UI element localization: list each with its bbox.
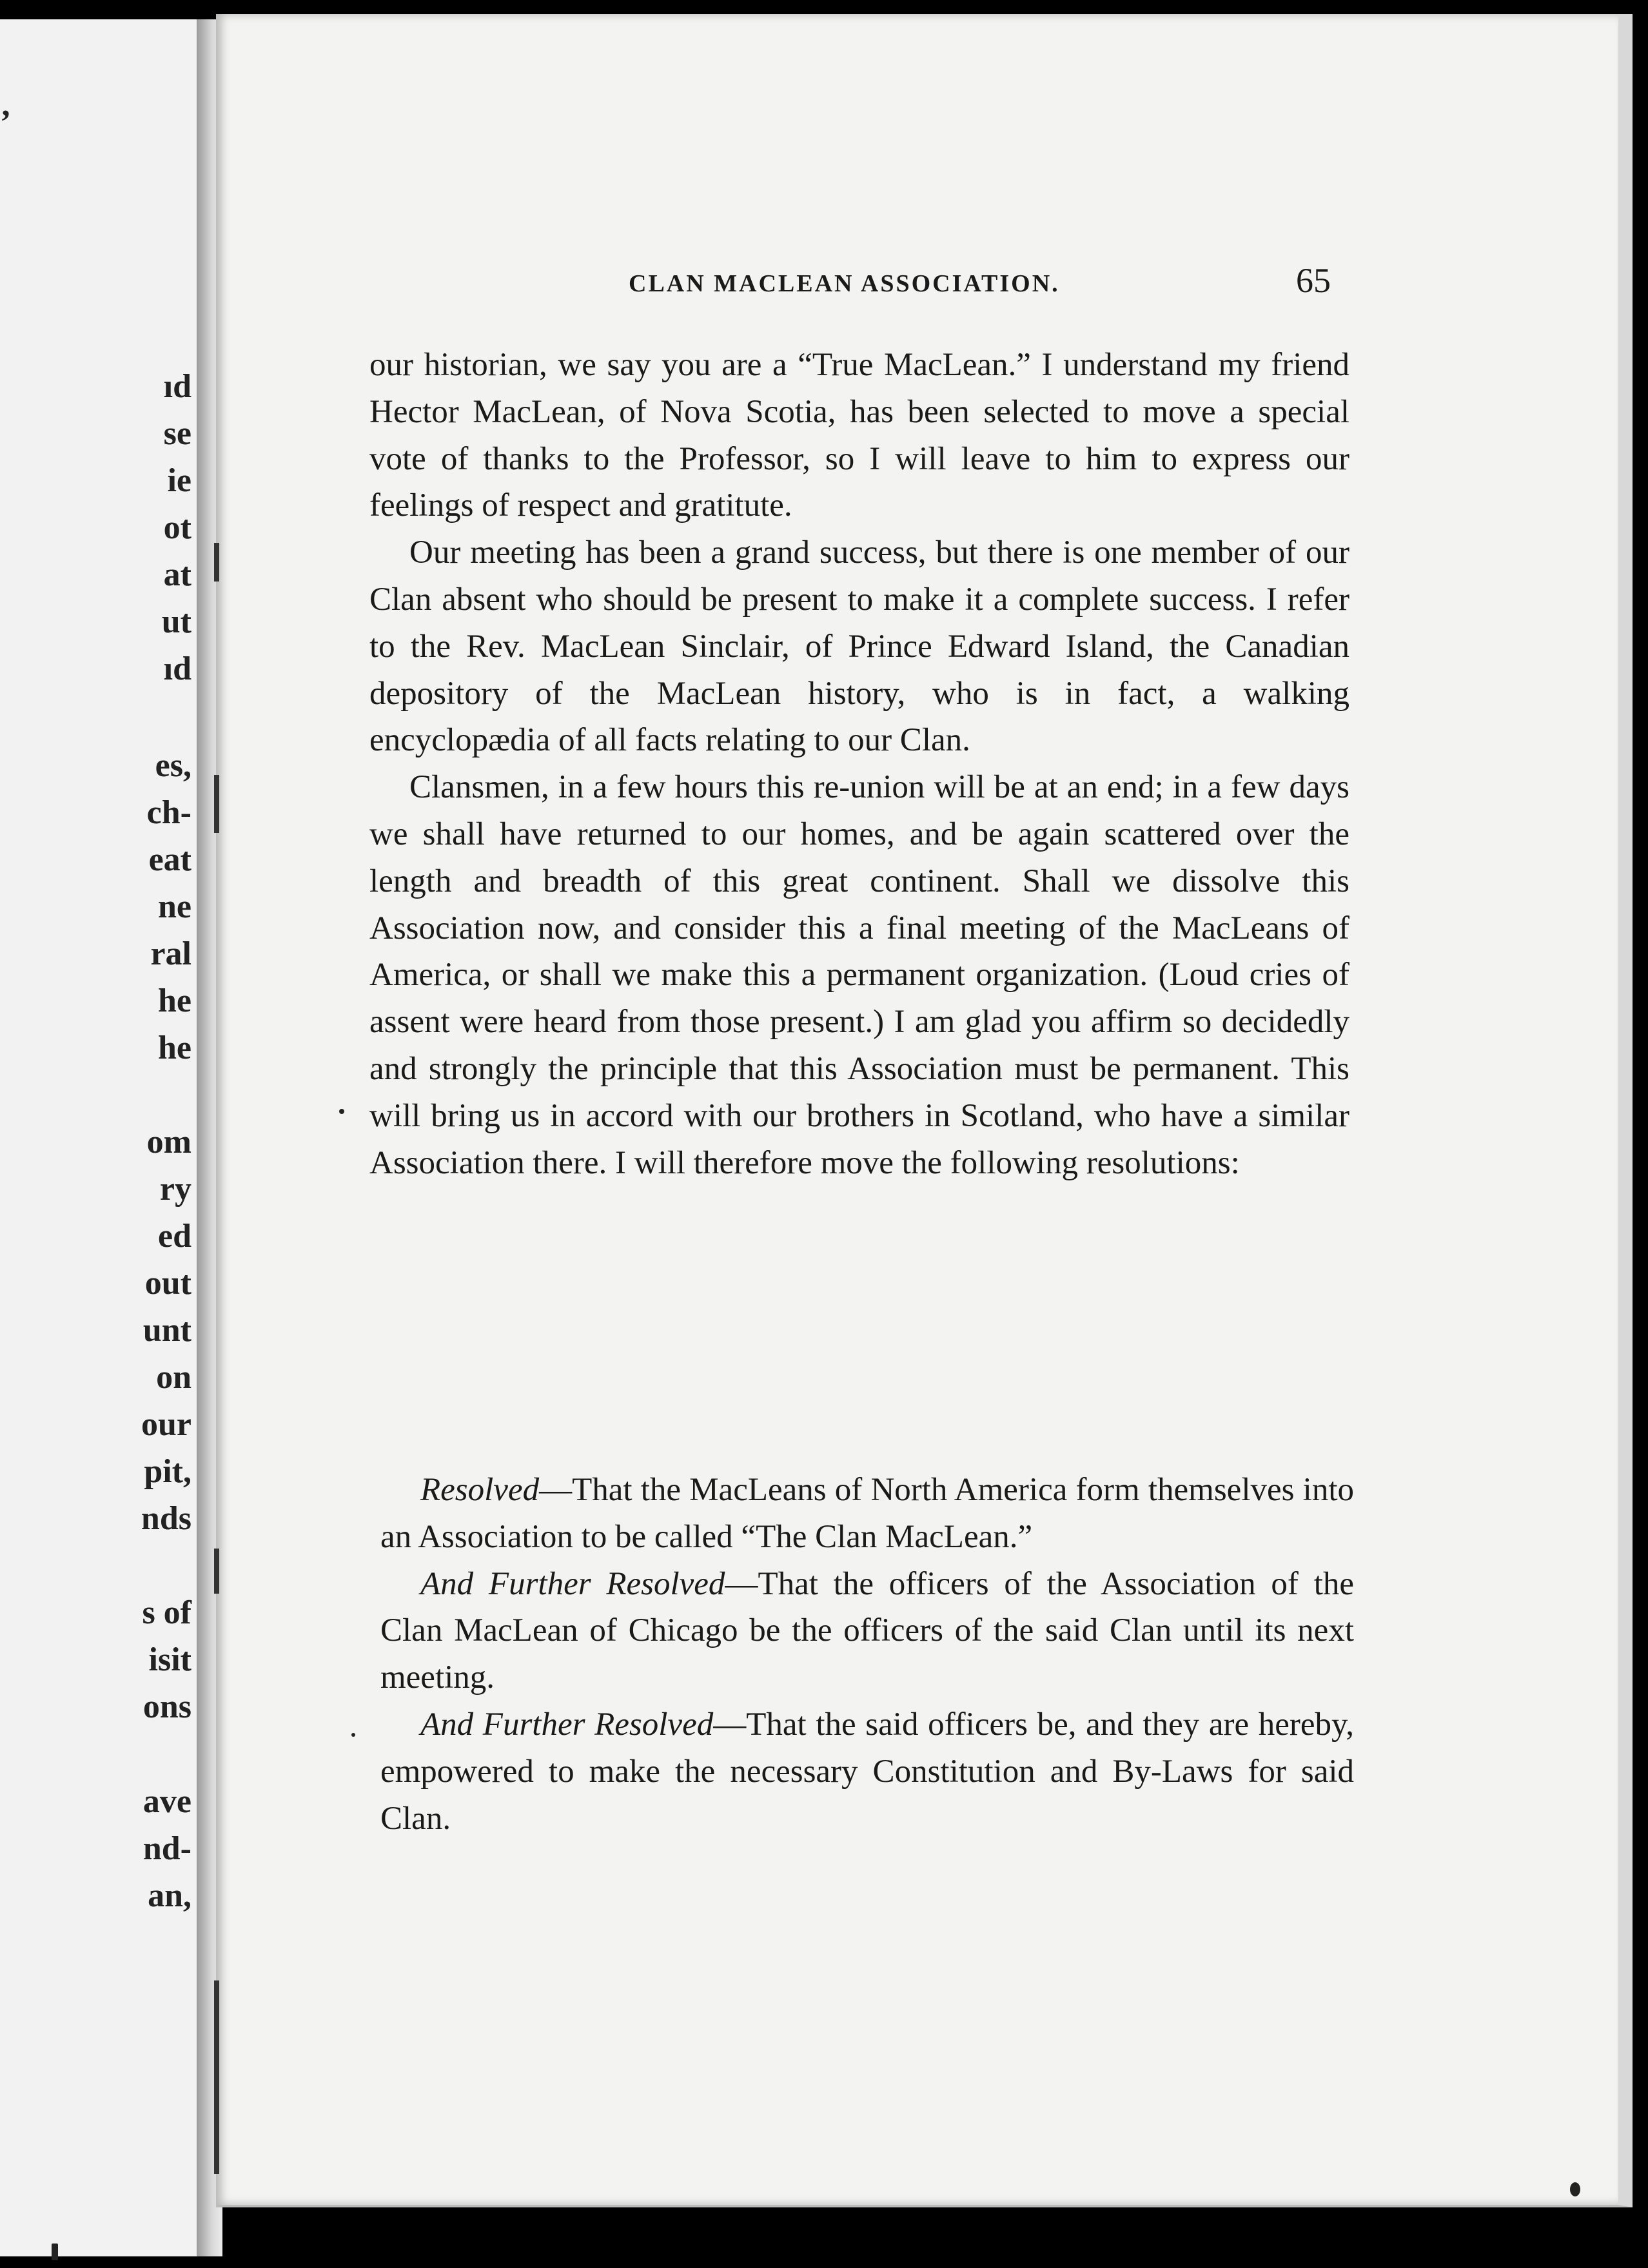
left-fragment: ons	[142, 1688, 191, 1725]
body-text	[369, 342, 1349, 1186]
resolution-label: And Further Resolved	[420, 1565, 725, 1602]
left-fragment: ave	[142, 1783, 191, 1820]
left-fragment: s of	[142, 1594, 191, 1631]
previous-page-edge	[0, 19, 199, 2256]
page-number: 65	[1296, 261, 1331, 300]
paragraph: Our meeting has been a grand success, but there is one member of our Clan absent who should be present to make it a complete success. I refer to the Rev. MacLean Sinclair, of Prince Edward Island, the Canadian depository of the MacLean history, who is in fact, a walking encyclopædia of all facts relating to our Clan.	[369, 534, 1349, 759]
binding-mark	[214, 775, 219, 833]
left-fragment: on	[156, 1359, 191, 1396]
binding-mark	[214, 1549, 219, 1594]
left-fragment: unt	[142, 1312, 191, 1349]
ink-speck	[52, 2244, 58, 2260]
left-fragment: at	[163, 556, 191, 593]
resolution-text: —That the officers of the Association of the Clan MacLean of Chicago be the officers of the said Clan until its next meeting.	[380, 1565, 1354, 1696]
left-fragment: nd-	[142, 1830, 191, 1867]
ink-speck	[1570, 2182, 1580, 2196]
left-fragment: ed	[158, 1218, 191, 1255]
binding-mark	[214, 1980, 219, 2174]
binding-mark	[214, 543, 219, 582]
resolution	[380, 1561, 1354, 1701]
left-fragment: se	[163, 415, 191, 452]
left-fragment: ’	[0, 104, 12, 141]
left-fragment: ry	[159, 1171, 191, 1207]
left-fragment: he	[158, 1030, 191, 1066]
resolution	[380, 1467, 1354, 1561]
resolutions-block	[380, 1467, 1354, 1842]
left-fragment: om	[146, 1124, 191, 1160]
left-fragment: an,	[148, 1877, 191, 1914]
left-fragment: isit	[148, 1641, 191, 1678]
paragraph: our historian, we say you are a “True MacLean.” I understand my friend Hector MacLean, of Nova Scotia, has been selected to move a special vote of thanks to the Professor, so I will leave to him to express our feelings of respect and gratitute.	[369, 347, 1349, 524]
resolution-label: And Further Resolved	[420, 1706, 714, 1743]
resolution-text: —That the said officers be, and they are hereby, empowered to make the necessary Constitution and By-Laws for said Clan.	[380, 1706, 1354, 1837]
left-fragment: ch-	[146, 794, 191, 831]
ink-speck	[351, 1733, 355, 1737]
left-fragment: ıd	[163, 368, 191, 405]
left-fragment: ne	[158, 888, 191, 925]
left-fragment: ral	[150, 935, 191, 972]
left-fragment: ıd	[163, 650, 191, 687]
left-fragment: ot	[163, 509, 191, 546]
running-head: CLAN MACLEAN ASSOCIATION.	[629, 270, 1060, 297]
left-fragment: he	[158, 982, 191, 1019]
resolution-text: —That the MacLeans of North America form themselves into an Association to be called “The Clan MacLean.”	[380, 1472, 1354, 1555]
paragraph: Clansmen, in a few hours this re-union will be at an end; in a few days we shall have returned to our homes, and be again scattered over the length and breadth of this great continent. Shall we dissolve this Association now, and consider this a final meeting of the MacLeans of America, or shall we make this a permanent organization. (Loud cries of assent were heard from those present.) I am glad you affirm so decidedly and strongly the principle that this Association must be permanent. This will bring us in accord with our brothers in Scotland, who have a similar Association there. I will therefore move the following resolutions:	[369, 769, 1349, 1181]
left-fragment: pit,	[144, 1453, 191, 1490]
ink-speck	[339, 1109, 344, 1114]
left-fragment: our	[141, 1406, 191, 1443]
left-fragment: ie	[167, 462, 191, 499]
left-fragment: eat	[148, 841, 191, 878]
left-fragment: es,	[155, 747, 191, 784]
resolution-label: Resolved	[420, 1472, 540, 1508]
left-fragment: ut	[161, 603, 191, 640]
left-fragment: nds	[141, 1500, 191, 1537]
left-fragment: out	[144, 1265, 191, 1302]
resolution	[380, 1701, 1354, 1842]
